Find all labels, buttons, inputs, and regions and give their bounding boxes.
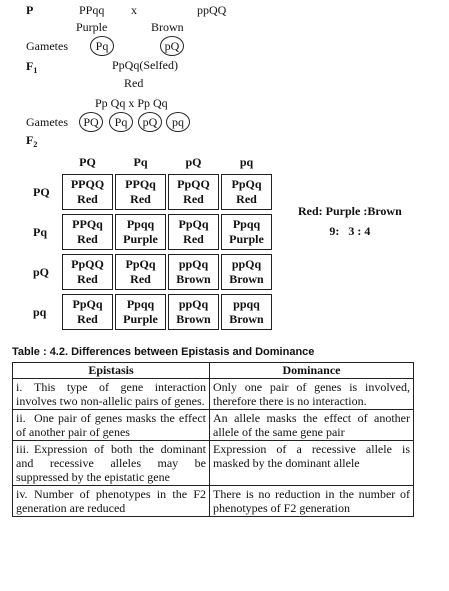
punnett-cell: PpQq Red (114, 252, 167, 292)
gamete-circle: Pq (90, 36, 114, 56)
f2-label: $F_2$ (26, 133, 38, 149)
punnett-row-header: pq (33, 304, 47, 319)
table-caption: Table : 4.2. Differences between Epistasis and Dominance (12, 346, 315, 358)
ratio-labels: Red: Purple :Brown (298, 204, 402, 218)
f1-genotype: PpQq(Selfed) (112, 58, 178, 72)
cross-sign: x (131, 3, 137, 17)
punnett-cell: Ppqq Purple (114, 212, 167, 252)
parent1-phenotype: Purple (76, 20, 108, 34)
dominance-cell: There is no reduction in the number of phenotypes of F2 generation (210, 486, 414, 517)
f1-selfing-cross: Pp Qq x Pp Qq (95, 96, 168, 110)
punnett-cell: PPQq Red (114, 172, 167, 212)
gamete-circle: pq (166, 112, 190, 132)
parent1-genotype: PPqq (79, 3, 105, 17)
epistasis-cell: iv. Number of phenotypes in the F2 generation are reduced (13, 486, 210, 517)
dominance-cell: Expression of a recessive allele is masked by the dominant allele (210, 441, 414, 486)
punnett-col-header: Pq (133, 154, 148, 169)
punnett-cell: Ppqq Purple (220, 212, 273, 252)
punnett-cell: PPQq Red (61, 212, 114, 252)
punnett-cell: PpQQ Red (61, 252, 114, 292)
table-row (13, 410, 414, 441)
punnett-cell: ppQq Brown (167, 292, 220, 332)
punnett-cell: PpQq Red (220, 172, 273, 212)
ratio-values: 9: 3 : 4 (329, 224, 371, 238)
parent2-phenotype: Brown (151, 20, 184, 34)
gamete-circle: Pq (109, 112, 133, 132)
punnett-cell: ppQq Brown (167, 252, 220, 292)
p-label: P (26, 3, 34, 17)
f1-label: $F_1$ (26, 59, 38, 75)
comparison-table (12, 362, 414, 517)
punnett-cell: ppqq Brown (220, 292, 273, 332)
column-header-dominance: Dominance (210, 363, 414, 379)
f1-phenotype: Red (124, 76, 144, 90)
gamete-circle: PQ (79, 112, 103, 132)
column-header-epistasis: Epistasis (13, 363, 210, 379)
gametes-label: Gametes (26, 115, 68, 129)
punnett-square (26, 152, 273, 332)
gamete-circle: pQ (160, 36, 184, 56)
punnett-cell: Ppqq Purple (114, 292, 167, 332)
punnett-cell: ppQq Brown (220, 252, 273, 292)
punnett-cell: PpQQ Red (167, 172, 220, 212)
punnett-row-header: Pq (33, 224, 48, 239)
punnett-cell: PpQq Red (167, 212, 220, 252)
punnett-row-header: pQ (33, 264, 50, 279)
punnett-cell: PPQQ Red (61, 172, 114, 212)
gametes-label: Gametes (26, 39, 68, 53)
table-row (13, 379, 414, 410)
punnett-col-header: PQ (79, 154, 96, 169)
dominance-cell: Only one pair of genes is involved, therefore there is no interaction. (210, 379, 414, 410)
phenotypic-ratio (298, 204, 402, 239)
punnett-col-header: pQ (185, 154, 202, 169)
punnett-row-header: PQ (33, 184, 50, 199)
punnett-col-header: pq (239, 154, 254, 169)
gamete-circle: pQ (138, 112, 162, 132)
epistasis-cell: i. This type of gene interaction involves two non-allelic pairs of genes. (13, 379, 210, 410)
epistasis-cell: ii. One pair of genes masks the effect of another pair of genes (13, 410, 210, 441)
dominance-cell: An allele masks the effect of another allele of the same gene pair (210, 410, 414, 441)
parent2-genotype: ppQQ (197, 3, 227, 17)
punnett-cell: PpQq Red (61, 292, 114, 332)
epistasis-cell: iii. Expression of both the dominant and recessive alleles may be suppressed by the epistatic gene (13, 441, 210, 486)
table-row (13, 486, 414, 517)
table-row (13, 441, 414, 486)
